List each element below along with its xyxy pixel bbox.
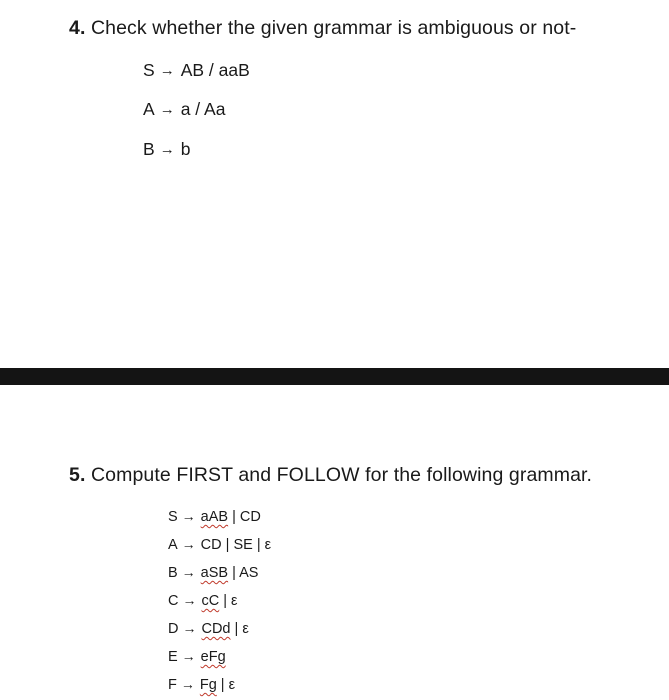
rule-rhs-first: aAB: [200, 509, 229, 525]
arrow-icon: →: [159, 101, 175, 118]
question-4-text: Check whether the given grammar is ambiguous or not-: [85, 17, 577, 39]
rule-lhs: C: [168, 593, 179, 609]
rule-rhs: AB / aaB: [180, 60, 250, 80]
rule-rhs-first: CDd: [201, 621, 231, 637]
question-4-heading: [69, 17, 576, 40]
grammar-rule-b: [168, 564, 258, 581]
question-4-number: 4.: [69, 17, 86, 39]
grammar-rule-c: [168, 592, 238, 609]
rule-rhs: b: [180, 139, 191, 159]
grammar-rule-e: [168, 648, 226, 665]
grammar-rule-b: [143, 139, 190, 160]
rule-rhs-first: CD: [200, 537, 222, 553]
arrow-icon: →: [181, 648, 196, 664]
rule-rhs-rest: | SE | ε: [221, 537, 272, 553]
arrow-icon: →: [182, 592, 197, 608]
rule-lhs: A: [168, 537, 178, 553]
grammar-rule-s: [143, 60, 250, 81]
grammar-rule-s: [168, 508, 261, 525]
section-divider: [0, 368, 669, 385]
rule-lhs: B: [168, 565, 178, 581]
rule-rhs: a / Aa: [180, 99, 226, 119]
arrow-icon: →: [159, 141, 175, 158]
arrow-icon: →: [182, 620, 197, 636]
rule-lhs: F: [168, 677, 177, 693]
rule-lhs: A: [143, 99, 155, 119]
rule-rhs-rest: | CD: [228, 509, 261, 525]
rule-rhs-first: Fg: [199, 677, 217, 693]
rule-lhs: S: [143, 60, 155, 80]
rule-lhs: B: [143, 139, 155, 159]
rule-lhs: S: [168, 509, 178, 525]
question-5-text: Compute FIRST and FOLLOW for the following grammar.: [85, 464, 593, 486]
rule-rhs-rest: | ε: [230, 621, 249, 637]
question-5-heading: [69, 464, 592, 487]
arrow-icon: →: [180, 676, 195, 692]
rule-lhs: E: [168, 649, 178, 665]
question-5-number: 5.: [69, 464, 86, 486]
arrow-icon: →: [181, 536, 196, 552]
rule-lhs: D: [168, 621, 179, 637]
grammar-rule-a: [143, 99, 225, 120]
arrow-icon: →: [181, 508, 196, 524]
arrow-icon: →: [159, 62, 175, 79]
rule-rhs-first: aSB: [200, 565, 229, 581]
arrow-icon: →: [181, 564, 196, 580]
grammar-rule-d: [168, 620, 249, 637]
grammar-rule-f: [168, 676, 235, 693]
rule-rhs-rest: | ε: [219, 593, 238, 609]
rule-rhs-rest: | AS: [228, 565, 259, 581]
rule-rhs-first: cC: [201, 593, 220, 609]
rule-rhs-first: eFg: [200, 649, 226, 665]
grammar-rule-a: [168, 536, 271, 553]
rule-rhs-rest: | ε: [216, 677, 236, 693]
